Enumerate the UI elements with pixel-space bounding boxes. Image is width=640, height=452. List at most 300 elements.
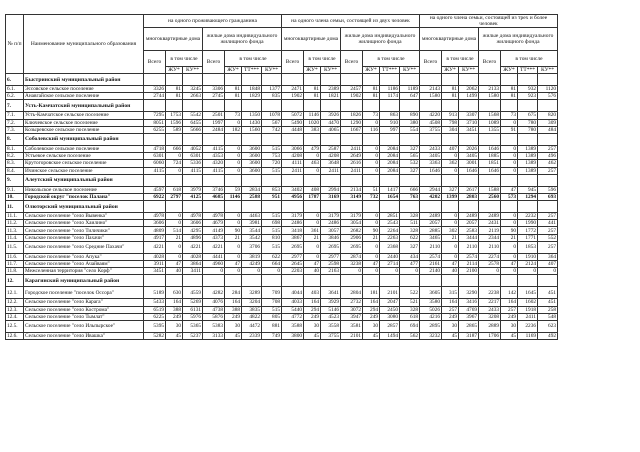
value-cell: 0 xyxy=(166,253,183,260)
header-zhu: ЖУ* xyxy=(304,66,321,73)
row-number: 12.5. xyxy=(6,320,24,332)
value-cell: 362 xyxy=(442,160,459,167)
value-cell: 4044 xyxy=(282,287,304,299)
value-cell xyxy=(225,174,242,186)
value-cell: 3710 xyxy=(459,119,479,126)
value-cell: 2411 xyxy=(341,145,363,152)
value-cell: 3867 xyxy=(282,234,304,241)
value-cell xyxy=(144,133,166,145)
value-cell: 3558 xyxy=(321,320,341,332)
value-cell xyxy=(459,275,479,287)
value-cell xyxy=(321,174,341,186)
value-cell: 890 xyxy=(400,112,420,119)
header-tt: ТТ*** xyxy=(518,66,538,73)
value-cell: 835 xyxy=(262,93,282,100)
value-cell: 5189 xyxy=(144,287,166,299)
value-cell: 3746 xyxy=(203,186,225,193)
value-cell: 3306 xyxy=(203,86,225,93)
row-number: 11. xyxy=(6,201,24,213)
value-cell: 3232 xyxy=(420,332,442,339)
value-cell xyxy=(282,100,304,112)
value-cell xyxy=(183,275,203,287)
value-cell xyxy=(304,275,321,287)
value-cell xyxy=(400,74,420,86)
value-cell: 3289 xyxy=(242,287,262,299)
value-cell: 3054 xyxy=(341,220,363,227)
value-cell: 2834 xyxy=(242,186,262,193)
value-cell: 1350 xyxy=(242,112,262,119)
row-number: 6.2. xyxy=(6,93,24,100)
row-name: Козыревское сельское поселение xyxy=(24,126,144,133)
value-cell: 1494 xyxy=(380,332,400,339)
value-cell: 4115 xyxy=(203,167,225,174)
value-cell: 932 xyxy=(518,86,538,93)
value-cell: 0 xyxy=(363,167,380,174)
value-cell: 380 xyxy=(400,119,420,126)
row-name: Быстринский муниципальный район xyxy=(24,74,144,86)
value-cell: 2574 xyxy=(459,253,479,260)
value-cell: 3864 xyxy=(183,261,203,268)
value-cell: 618 xyxy=(400,313,420,320)
value-cell: 2977 xyxy=(321,253,341,260)
value-cell: 1146 xyxy=(304,112,321,119)
value-cell: 0 xyxy=(442,167,459,174)
value-cell xyxy=(304,133,321,145)
row-number: 12.2. xyxy=(6,299,24,306)
header-izh-3: жилые дома индивидуального жилищного фонда xyxy=(479,28,558,51)
value-cell: 2100 xyxy=(459,268,479,275)
value-cell: 1596 xyxy=(166,119,183,126)
row-name: Сельское поселение "село Тымлат" xyxy=(24,313,144,320)
value-cell: 5237 xyxy=(183,332,203,339)
value-cell: 0 xyxy=(501,160,518,167)
value-cell: 2598 xyxy=(321,261,341,268)
value-cell xyxy=(242,275,262,287)
value-cell: 4221 xyxy=(183,241,203,253)
header-ku: КУ** xyxy=(538,66,558,73)
row-number: 11.8. xyxy=(6,268,24,275)
value-cell: 1389 xyxy=(518,145,538,152)
value-cell: 0 xyxy=(262,268,282,275)
value-cell: 21 xyxy=(225,234,242,241)
header-vtch: в том числе xyxy=(304,51,341,66)
header-tt: ТТ*** xyxy=(242,66,262,73)
value-cell: 0 xyxy=(363,145,380,152)
value-cell: 47 xyxy=(304,261,321,268)
value-cell: 4065 xyxy=(321,126,341,133)
value-cell: 622 xyxy=(262,253,282,260)
value-cell: 0 xyxy=(166,241,183,253)
header-tt: ТТ*** xyxy=(380,66,400,73)
value-cell xyxy=(144,100,166,112)
value-cell: 249 xyxy=(363,313,380,320)
value-cell: 4956 xyxy=(282,193,304,200)
value-cell xyxy=(363,201,380,213)
value-cell: 3405 xyxy=(420,153,442,160)
value-cell: 4769 xyxy=(459,306,479,313)
row-number: 12.4. xyxy=(6,313,24,320)
value-cell xyxy=(144,174,166,186)
value-cell: 4960 xyxy=(203,261,225,268)
value-cell: 40 xyxy=(442,268,459,275)
value-cell: 4822 xyxy=(242,313,262,320)
value-cell: 3542 xyxy=(242,234,262,241)
value-cell: 1910 xyxy=(518,253,538,260)
value-cell: 1885 xyxy=(479,153,501,160)
value-cell: 0 xyxy=(400,268,420,275)
value-cell xyxy=(479,74,501,86)
value-cell: 81 xyxy=(501,86,518,93)
value-cell: 2411 xyxy=(341,167,363,174)
value-cell: 724 xyxy=(166,160,183,167)
header-vtch: в том числе xyxy=(501,51,558,66)
value-cell: 257 xyxy=(538,227,558,234)
value-cell: 5395 xyxy=(144,320,166,332)
value-cell: 2163 xyxy=(321,268,341,275)
value-cell: 3363 xyxy=(420,160,442,167)
value-cell xyxy=(203,74,225,86)
value-cell: 4896 xyxy=(183,234,203,241)
value-cell: 1580 xyxy=(420,93,442,100)
value-cell: 4033 xyxy=(282,299,304,306)
value-cell: 4208 xyxy=(321,153,341,160)
value-cell: 4373 xyxy=(203,234,225,241)
value-cell: 2433 xyxy=(420,145,442,152)
table-row xyxy=(6,220,558,227)
value-cell: 2110 xyxy=(459,241,479,253)
header-mkd-1: многоквартирные дома xyxy=(144,28,203,51)
value-cell: 257 xyxy=(538,241,558,253)
value-cell: 327 xyxy=(400,241,420,253)
value-cell: 5433 xyxy=(144,299,166,306)
value-cell: 3600 xyxy=(242,167,262,174)
value-cell: 4028 xyxy=(183,253,203,260)
value-cell: 81 xyxy=(304,93,321,100)
value-cell: 81 xyxy=(363,86,380,93)
value-cell xyxy=(183,100,203,112)
table-row xyxy=(6,100,558,112)
value-cell: 1174 xyxy=(380,93,400,100)
value-cell: 2583 xyxy=(459,227,479,234)
value-cell xyxy=(501,201,518,213)
row-name: Усть-Камчатское сельское поселение xyxy=(24,112,144,119)
value-cell: 0 xyxy=(501,253,518,260)
value-cell: 315 xyxy=(442,287,459,299)
value-cell: 3416 xyxy=(459,299,479,306)
value-cell: 284 xyxy=(225,287,242,299)
value-cell: 567 xyxy=(262,119,282,126)
header-ku: КУ** xyxy=(183,66,203,73)
row-number: 6. xyxy=(6,74,24,86)
value-cell xyxy=(400,275,420,287)
value-cell: 0 xyxy=(501,153,518,160)
value-cell: 2134 xyxy=(341,186,363,193)
value-cell: 361 xyxy=(304,227,321,234)
value-cell: 4508 xyxy=(420,119,442,126)
value-cell: 5490 xyxy=(282,119,304,126)
value-cell xyxy=(321,133,341,145)
value-cell xyxy=(166,100,183,112)
value-cell: 2110 xyxy=(420,241,442,253)
value-cell: 923 xyxy=(518,93,538,100)
value-cell xyxy=(518,275,538,287)
value-cell: 4523 xyxy=(321,313,341,320)
value-cell: 522 xyxy=(400,287,420,299)
value-cell: 2084 xyxy=(380,167,400,174)
value-cell: 0 xyxy=(225,253,242,260)
value-cell: 257 xyxy=(501,306,518,313)
value-cell: 327 xyxy=(442,186,459,193)
table-row xyxy=(6,112,558,119)
header-vsego: Всего xyxy=(341,51,363,74)
value-cell: 3706 xyxy=(242,241,262,253)
value-cell: 4111 xyxy=(282,160,304,167)
value-cell xyxy=(459,133,479,145)
value-cell: 913 xyxy=(442,112,459,119)
value-cell: 1990 xyxy=(518,220,538,227)
value-cell xyxy=(363,174,380,186)
value-cell: 451 xyxy=(538,299,558,306)
value-cell: 2431 xyxy=(479,220,501,227)
value-cell: 3755 xyxy=(420,126,442,133)
header-izh-2: жилые дома индивидуального жилищного фонда xyxy=(341,28,420,51)
value-cell xyxy=(225,100,242,112)
value-cell: 1848 xyxy=(242,86,262,93)
value-cell xyxy=(262,201,282,213)
value-cell: 4028 xyxy=(144,253,166,260)
value-cell: 780 xyxy=(518,119,538,126)
value-cell xyxy=(321,201,341,213)
row-name: Сельское поселение "село Ивашка" xyxy=(24,332,144,339)
value-cell xyxy=(225,74,242,86)
value-cell: 664 xyxy=(262,261,282,268)
value-cell: 45 xyxy=(363,332,380,339)
row-name: Никольское сельское поселение xyxy=(24,186,144,193)
value-cell: 21 xyxy=(304,234,321,241)
value-cell: 3238 xyxy=(341,261,363,268)
value-cell: 4353 xyxy=(203,153,225,160)
row-name: Ичинское сельское поселение xyxy=(24,167,144,174)
value-cell: 5666 xyxy=(183,126,203,133)
table-row xyxy=(6,193,558,200)
value-cell xyxy=(183,174,203,186)
value-cell: 388 xyxy=(166,306,183,313)
value-cell: 2084 xyxy=(380,145,400,152)
value-cell xyxy=(166,275,183,287)
row-name: Сельское поселение "село Пахачи" xyxy=(24,234,144,241)
value-cell: 0 xyxy=(242,268,262,275)
header-vsego: Всего xyxy=(144,51,166,74)
value-cell: 3307 xyxy=(459,112,479,119)
header-group-two: на одного члена семьи, состоящей из двух человек xyxy=(282,15,420,28)
value-cell: 0 xyxy=(304,213,321,220)
value-cell: 0 xyxy=(363,220,380,227)
value-cell: 3929 xyxy=(321,299,341,306)
value-cell: 1821 xyxy=(321,93,341,100)
table-row xyxy=(6,241,558,253)
value-cell: 2977 xyxy=(282,253,304,260)
value-cell xyxy=(459,100,479,112)
value-cell: 1078 xyxy=(262,112,282,119)
table-row xyxy=(6,268,558,275)
header-vtch: в том числе xyxy=(166,51,203,66)
value-cell xyxy=(479,275,501,287)
value-cell: 1753 xyxy=(166,112,183,119)
row-name: Анавгайское сельское поселение xyxy=(24,93,144,100)
value-cell: 0 xyxy=(518,268,538,275)
value-cell xyxy=(341,275,363,287)
value-cell: 532 xyxy=(400,160,420,167)
value-cell: 81 xyxy=(304,86,321,93)
row-name: Карагинский муниципальный район xyxy=(24,275,144,287)
table-row xyxy=(6,234,558,241)
value-cell xyxy=(420,133,442,145)
value-cell xyxy=(242,133,262,145)
value-cell: 2851 xyxy=(380,213,400,220)
value-cell: 1646 xyxy=(479,167,501,174)
value-cell: 666 xyxy=(400,186,420,193)
table-row xyxy=(6,145,558,152)
value-cell: 3800 xyxy=(282,332,304,339)
value-cell xyxy=(518,133,538,145)
value-cell: 2440 xyxy=(380,253,400,260)
value-cell xyxy=(442,174,459,186)
row-number: 8. xyxy=(6,133,24,145)
value-cell: 81 xyxy=(166,93,183,100)
value-cell: 2804 xyxy=(341,287,363,299)
value-cell: 4221 xyxy=(203,241,225,253)
row-number: 8.1. xyxy=(6,145,24,152)
value-cell: 3755 xyxy=(321,332,341,339)
value-cell: 2645 xyxy=(282,261,304,268)
value-cell: 2732 xyxy=(341,299,363,306)
value-cell: 1997 xyxy=(203,119,225,126)
value-cell xyxy=(400,201,420,213)
value-cell: 3846 xyxy=(321,234,341,241)
table-header xyxy=(6,15,558,74)
value-cell: 45 xyxy=(225,332,242,339)
table-row xyxy=(6,93,558,100)
value-cell: 2578 xyxy=(479,261,501,268)
value-cell: 3819 xyxy=(242,253,262,260)
value-cell: 2616 xyxy=(341,160,363,167)
value-cell: 2457 xyxy=(341,86,363,93)
value-cell: 3967 xyxy=(459,313,479,320)
value-cell xyxy=(203,174,225,186)
value-cell: 515 xyxy=(262,145,282,152)
value-cell: 0 xyxy=(166,213,183,220)
table-row xyxy=(6,332,558,339)
value-cell: 257 xyxy=(538,145,558,152)
value-cell: 2368 xyxy=(380,241,400,253)
value-cell: 853 xyxy=(262,186,282,193)
value-cell: 0 xyxy=(304,167,321,174)
value-cell: 3641 xyxy=(321,287,341,299)
value-cell: 647 xyxy=(400,93,420,100)
row-number: 7. xyxy=(6,100,24,112)
value-cell: 1853 xyxy=(518,241,538,253)
value-cell: 1377 xyxy=(262,86,282,93)
value-cell: 1588 xyxy=(479,186,501,193)
value-cell: 0 xyxy=(341,268,363,275)
value-cell: 511 xyxy=(400,220,420,227)
value-cell: 2133 xyxy=(479,86,501,93)
value-cell: 81 xyxy=(166,86,183,93)
value-cell: 81 xyxy=(501,93,518,100)
row-name: Сельское поселение "село Тиличики" xyxy=(24,227,144,234)
header-vsego: Всего xyxy=(479,51,501,74)
value-cell xyxy=(420,201,442,213)
value-cell: 4809 xyxy=(144,227,166,234)
value-cell xyxy=(501,74,518,86)
value-cell xyxy=(282,201,304,213)
value-cell: 3600 xyxy=(242,160,262,167)
value-cell xyxy=(420,174,442,186)
row-number: 9.1. xyxy=(6,186,24,193)
row-number: 8.3. xyxy=(6,160,24,167)
value-cell: 2489 xyxy=(420,213,442,220)
value-cell: 496 xyxy=(538,153,558,160)
value-cell: 479 xyxy=(304,145,321,152)
value-cell: 694 xyxy=(400,320,420,332)
row-name: Сельское поселение "село Карага" xyxy=(24,299,144,306)
value-cell: 59 xyxy=(225,186,242,193)
value-cell xyxy=(144,201,166,213)
value-cell: 805 xyxy=(262,313,282,320)
value-cell: 3411 xyxy=(183,268,203,275)
value-cell: 521 xyxy=(400,299,420,306)
value-cell: 0 xyxy=(363,253,380,260)
value-cell: 4597 xyxy=(144,186,166,193)
value-cell xyxy=(341,133,363,145)
value-cell xyxy=(459,74,479,86)
value-cell: 1787 xyxy=(304,193,321,200)
row-name: Соболевское сельское поселение xyxy=(24,145,144,152)
value-cell: 3911 xyxy=(144,261,166,268)
value-cell: 1290 xyxy=(341,119,363,126)
value-cell xyxy=(282,74,304,86)
value-cell: 257 xyxy=(442,306,459,313)
value-cell: 0 xyxy=(442,153,459,160)
value-cell: 47 xyxy=(442,261,459,268)
value-cell xyxy=(282,275,304,287)
value-cell: 3600 xyxy=(242,145,262,152)
value-cell: 3290 xyxy=(459,287,479,299)
header-name: Наименование муниципального образования xyxy=(24,15,144,74)
value-cell: 1646 xyxy=(459,167,479,174)
value-cell xyxy=(538,174,558,186)
value-cell xyxy=(538,275,558,287)
value-cell: 2906 xyxy=(341,234,363,241)
value-cell: 30 xyxy=(501,320,518,332)
value-cell: 2264 xyxy=(380,227,400,234)
value-cell: 81 xyxy=(225,93,242,100)
value-cell: 304 xyxy=(442,126,459,133)
value-cell: 3208 xyxy=(479,313,501,320)
row-number: 12. xyxy=(6,275,24,287)
value-cell: 2101 xyxy=(380,287,400,299)
value-cell: 5072 xyxy=(282,112,304,119)
value-cell: 6225 xyxy=(144,313,166,320)
value-cell: 2236 xyxy=(518,320,538,332)
value-cell xyxy=(304,100,321,112)
row-name: Сельское поселение "село Средние Пахачи" xyxy=(24,241,144,253)
value-cell: 8051 xyxy=(144,119,166,126)
value-cell: 451 xyxy=(538,287,558,299)
value-cell: 3169 xyxy=(321,193,341,200)
value-cell: 2110 xyxy=(479,241,501,253)
value-cell: 1430 xyxy=(242,119,262,126)
